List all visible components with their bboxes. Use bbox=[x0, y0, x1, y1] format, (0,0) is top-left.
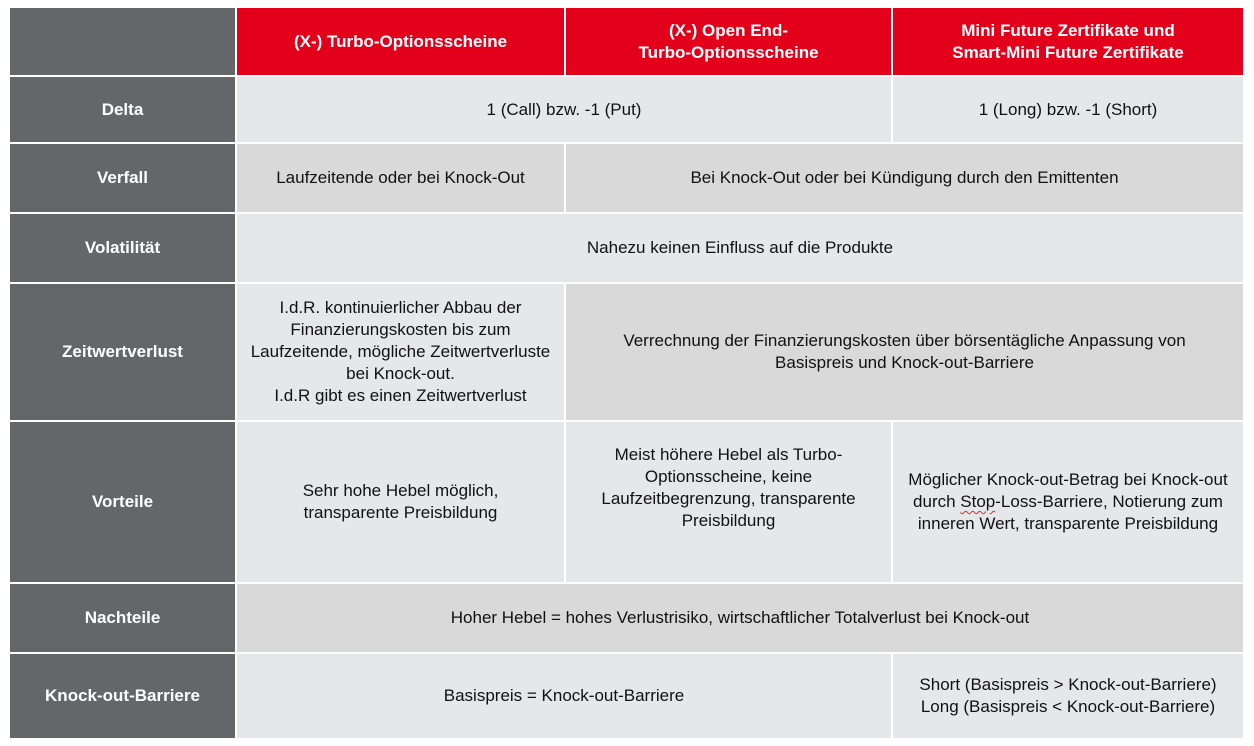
header-row bbox=[9, 7, 1244, 76]
row-verfall bbox=[9, 143, 1244, 213]
row-zeitwertverlust bbox=[9, 283, 1244, 421]
cell-delta-turbo: 1 (Call) bzw. -1 (Put) bbox=[236, 76, 892, 143]
header-mini-future: Mini Future Zertifikate und Smart-Mini Future Zertifikate bbox=[892, 7, 1244, 76]
cell-vorteile-open-end: Meist höhere Hebel als Turbo-Optionsscheine, keine Laufzeitbegrenzung, transparente Preisbildung bbox=[565, 421, 892, 583]
cell-vorteile-turbo: Sehr hohe Hebel möglich, transparente Preisbildung bbox=[236, 421, 565, 583]
row-label-delta: Delta bbox=[9, 76, 236, 143]
row-knockout-barriere bbox=[9, 653, 1244, 739]
header-corner bbox=[9, 7, 236, 76]
vorteile-mini-text-stop: Stop bbox=[960, 492, 996, 511]
cell-delta-mini-future: 1 (Long) bzw. -1 (Short) bbox=[892, 76, 1244, 143]
row-label-nachteile: Nachteile bbox=[9, 583, 236, 653]
cell-zeitwertverlust-turbo: I.d.R. kontinuierlicher Abbau der Finanzierungskosten bis zum Laufzeitende, mögliche Zeitwertverluste bei Knock-out. I.d.R gibt es einen Zeitwertverlust bbox=[236, 283, 565, 421]
cell-vorteile-mini-future bbox=[892, 421, 1244, 583]
cell-verfall-turbo: Laufzeitende oder bei Knock-Out bbox=[236, 143, 565, 213]
row-nachteile bbox=[9, 583, 1244, 653]
cell-verfall-open-end-mini: Bei Knock-Out oder bei Kündigung durch den Emittenten bbox=[565, 143, 1244, 213]
cell-knockout-mini-future: Short (Basispreis > Knock-out-Barriere) Long (Basispreis < Knock-out-Barriere) bbox=[892, 653, 1244, 739]
row-label-volatilitaet: Volatilität bbox=[9, 213, 236, 283]
row-label-zeitwertverlust: Zeitwertverlust bbox=[9, 283, 236, 421]
comparison-table bbox=[8, 6, 1245, 740]
header-open-end-turbo: (X-) Open End- Turbo-Optionsscheine bbox=[565, 7, 892, 76]
row-label-knockout-barriere: Knock-out-Barriere bbox=[9, 653, 236, 739]
cell-volatilitaet-all: Nahezu keinen Einfluss auf die Produkte bbox=[236, 213, 1244, 283]
vorteile-mini-text-part1: Möglicher Knock-out-Betrag bei Knock-out durch bbox=[908, 470, 1228, 511]
row-volatilitaet bbox=[9, 213, 1244, 283]
vorteile-mini-text-part2: -Loss-Barriere, Notierung zum inneren Wert, transparente Preisbildung bbox=[917, 492, 1223, 533]
cell-nachteile-all: Hoher Hebel = hohes Verlustrisiko, wirtschaftlicher Totalverlust bei Knock-out bbox=[236, 583, 1244, 653]
row-label-verfall: Verfall bbox=[9, 143, 236, 213]
header-turbo-optionsscheine: (X-) Turbo-Optionsscheine bbox=[236, 7, 565, 76]
cell-zeitwertverlust-open-end-mini: Verrechnung der Finanzierungskosten über börsentägliche Anpassung von Basispreis und Knock-out-Barriere bbox=[565, 283, 1244, 421]
row-vorteile bbox=[9, 421, 1244, 583]
row-label-vorteile: Vorteile bbox=[9, 421, 236, 583]
row-delta bbox=[9, 76, 1244, 143]
cell-knockout-turbo: Basispreis = Knock-out-Barriere bbox=[236, 653, 892, 739]
